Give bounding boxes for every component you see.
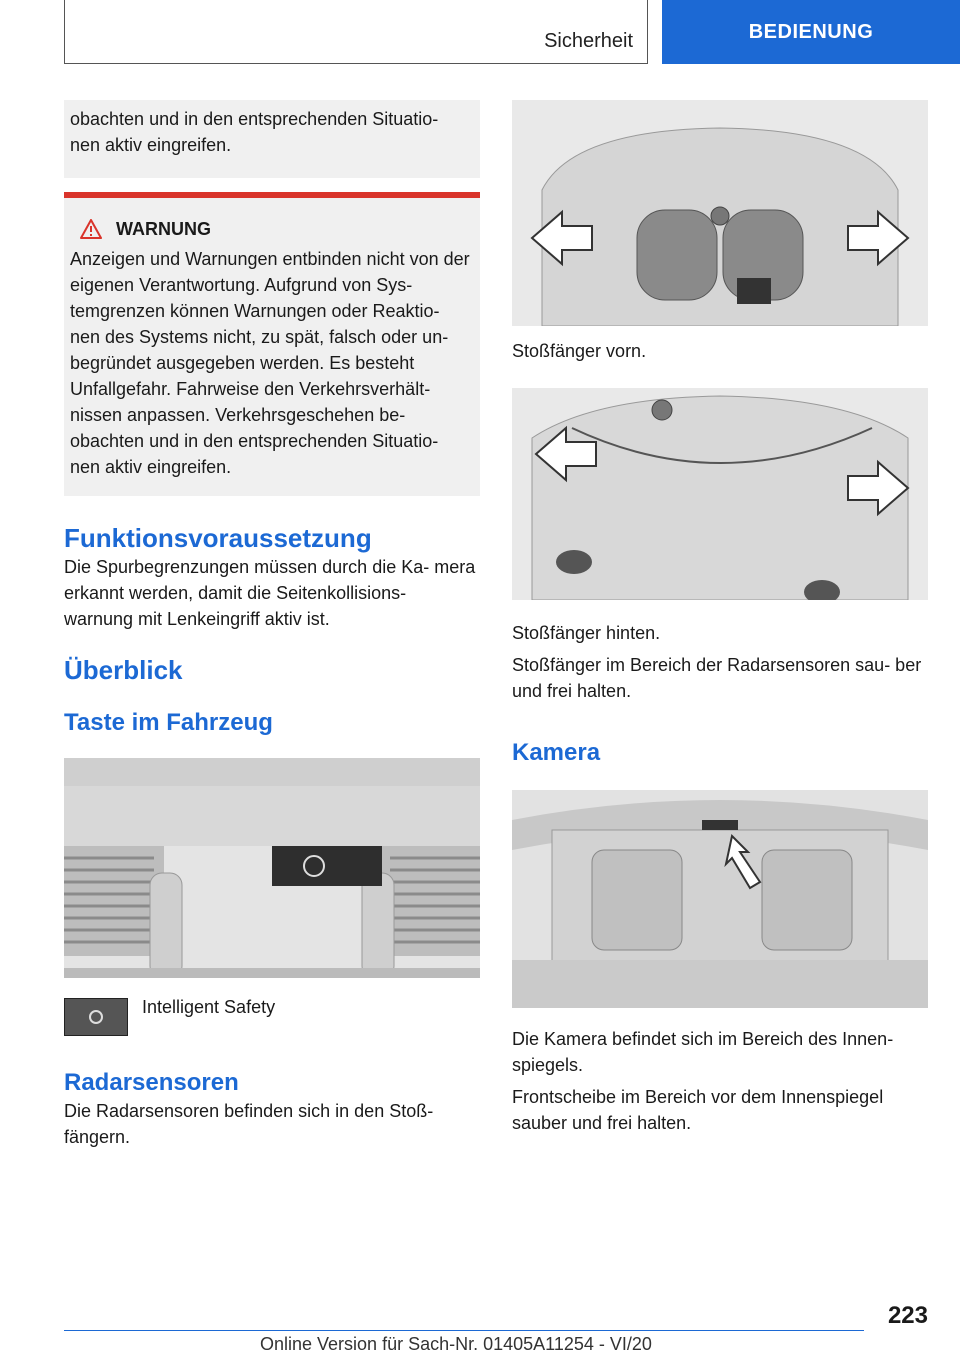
header-frame	[64, 0, 648, 64]
heading-ueberblick: Überblick	[64, 655, 183, 685]
camera-image	[512, 790, 928, 1008]
camera-illustration	[512, 790, 928, 1008]
caption-rear: Stoßfänger hinten.	[512, 623, 661, 643]
left-column	[64, 100, 480, 1150]
right-column	[512, 100, 928, 1136]
page-number: 223	[887, 1302, 928, 1329]
heading-kamera: Kamera	[512, 739, 601, 766]
chapter-tab[interactable]: BEDIENUNG	[662, 0, 960, 64]
intelligent-safety-button-icon[interactable]	[64, 998, 128, 1036]
heading-funktionsvoraussetzung: Funktionsvoraussetzung	[64, 523, 372, 553]
rear-bumper-image	[512, 388, 928, 600]
kamera-text-2: Frontscheibe im Bereich vor dem Innenspiegel sauber und frei halten.	[512, 1087, 884, 1133]
warning-box	[64, 192, 480, 496]
rear-bumper-illustration	[512, 388, 928, 600]
heading-radarsensoren: Radarsensoren	[64, 1069, 239, 1096]
rear-text: Stoßfänger im Bereich der Radarsensoren sau- ber und frei halten.	[512, 655, 922, 701]
kamera-text-1: Die Kamera befindet sich im Bereich des Innen- spiegels.	[512, 1029, 894, 1075]
caption-front: Stoßfänger vorn.	[512, 341, 647, 361]
warning-text: Anzeigen und Warnungen entbinden nicht von der eigenen Verantwortung. Aufgrund von Sys- temgrenzen können Warnungen oder Reaktio- nen des Systems nicht, zu spät, falsch oder un- begründet ausgegeben werden. Es besteht Unfallgefahr. Fahrweise den Verkehrsverhält- nissen anpassen. Verkehrsgeschehen be- obachten und in den entsprechenden Situatio- nen aktiv eingreifen.	[70, 249, 470, 477]
funktion-text: Die Spurbegrenzungen müssen durch die Ka- mera erkannt werden, damit die Seitenkollisions- warnung mit Lenkeingriff aktiv ist.	[64, 557, 476, 629]
footer-divider	[64, 1330, 864, 1331]
button-label: Intelligent Safety	[142, 997, 276, 1017]
button-caption-row	[64, 998, 480, 1036]
radar-text: Die Radarsensoren befinden sich in den Stoß- fängern.	[64, 1101, 434, 1147]
section-title: Sicherheit	[544, 30, 633, 52]
vehicle-button-image	[64, 758, 480, 978]
front-bumper-illustration	[512, 100, 928, 326]
warning-title: WARNUNG	[116, 219, 211, 239]
heading-taste: Taste im Fahrzeug	[64, 709, 273, 736]
vehicle-button-illustration	[64, 758, 480, 978]
continued-warning-box	[64, 100, 480, 178]
continued-warning-text: obachten und in den entsprechenden Situatio- nen aktiv eingreifen.	[70, 109, 439, 155]
warning-triangle-icon	[80, 219, 102, 239]
front-bumper-image	[512, 100, 928, 326]
warning-heading	[70, 216, 470, 242]
footer-text: Online Version für Sach-Nr. 01405A11254 - VI/20	[260, 1334, 652, 1354]
